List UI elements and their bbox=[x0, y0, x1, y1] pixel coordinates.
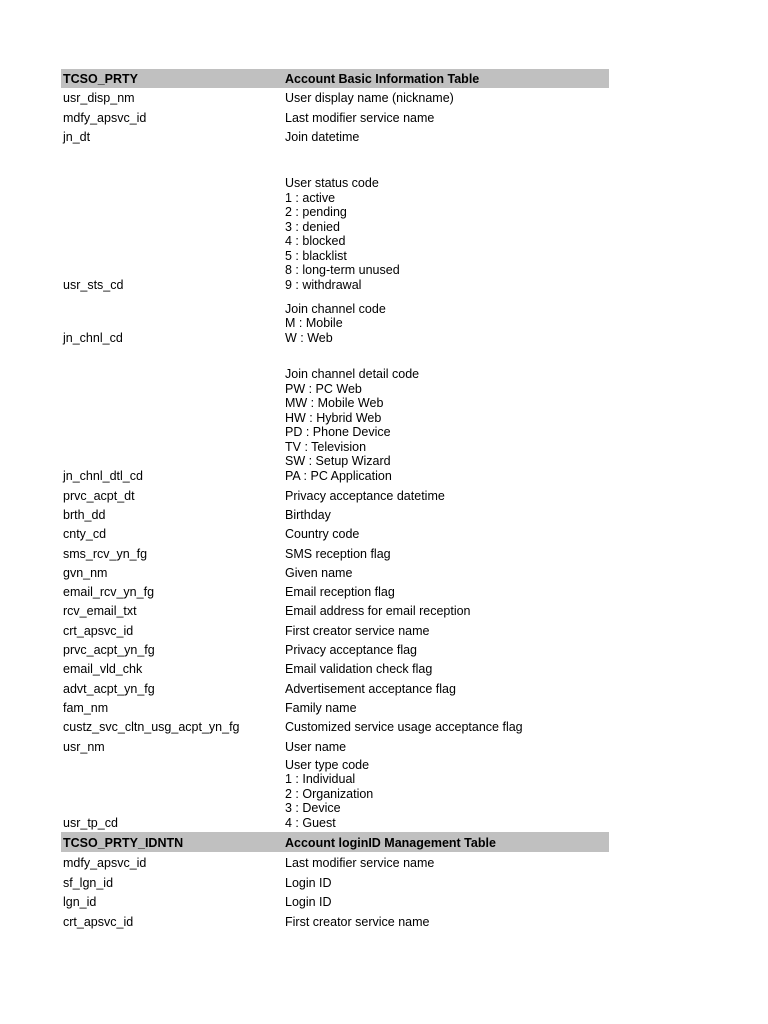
field-name-cell: jn_dt bbox=[63, 129, 91, 144]
description-cell bbox=[285, 758, 609, 833]
description-cell bbox=[285, 130, 609, 147]
description-line: Login ID bbox=[285, 894, 332, 909]
description-line: PW : PC Web bbox=[285, 381, 362, 396]
description-line: Email address for email reception bbox=[285, 603, 471, 618]
description-line: MW : Mobile Web bbox=[285, 396, 384, 410]
table-row bbox=[61, 347, 609, 485]
table-row bbox=[61, 659, 609, 678]
table-row bbox=[61, 563, 609, 582]
description-line: Advertisement acceptance flag bbox=[285, 681, 456, 696]
table-header-row bbox=[61, 832, 609, 852]
description-line: 1 : active bbox=[285, 190, 336, 205]
field-name-cell: mdfy_apsvc_id bbox=[63, 110, 147, 125]
description-line: Last modifier service name bbox=[285, 110, 435, 125]
description-cell bbox=[285, 643, 609, 660]
description-cell bbox=[285, 682, 609, 699]
description-line: Last modifier service name bbox=[285, 855, 435, 870]
description-line: Customized service usage acceptance flag bbox=[285, 719, 523, 734]
description-line: 4 : Guest bbox=[285, 815, 336, 830]
field-name-cell: usr_sts_cd bbox=[63, 277, 124, 292]
description-line: Login ID bbox=[285, 875, 332, 890]
table-row bbox=[61, 543, 609, 563]
description-line: PD : Phone Device bbox=[285, 425, 391, 439]
field-name-cell: jn_chnl_cd bbox=[63, 330, 123, 345]
description-line: 2 : pending bbox=[285, 205, 347, 219]
description-cell bbox=[285, 566, 609, 583]
table-row bbox=[61, 698, 609, 717]
table-row bbox=[61, 717, 609, 736]
table-row bbox=[61, 582, 609, 601]
description-line: 1 : Individual bbox=[285, 772, 356, 786]
description-cell bbox=[285, 367, 609, 485]
field-name-cell: brth_dd bbox=[63, 507, 106, 522]
table-row bbox=[61, 872, 609, 892]
description-line: Country code bbox=[285, 526, 360, 541]
table-row bbox=[61, 852, 609, 872]
table-row bbox=[61, 485, 609, 505]
table-row bbox=[61, 911, 609, 931]
description-cell bbox=[285, 72, 609, 89]
description-cell bbox=[285, 508, 609, 525]
description-line: Account loginID Management Table bbox=[285, 835, 496, 850]
description-line: 3 : Device bbox=[285, 801, 341, 815]
description-line: User type code bbox=[285, 757, 370, 772]
field-name-cell: lgn_id bbox=[63, 894, 97, 909]
field-name-cell: usr_tp_cd bbox=[63, 815, 118, 830]
table-row bbox=[61, 620, 609, 640]
description-cell bbox=[285, 895, 609, 912]
description-cell bbox=[285, 91, 609, 108]
description-cell bbox=[285, 662, 609, 679]
description-line: 5 : blacklist bbox=[285, 248, 347, 263]
field-name-cell: sms_rcv_yn_fg bbox=[63, 546, 148, 561]
field-name-cell: advt_acpt_yn_fg bbox=[63, 681, 155, 696]
description-line: 2 : Organization bbox=[285, 786, 374, 801]
table-row bbox=[61, 107, 609, 127]
field-name-cell: rcv_email_txt bbox=[63, 603, 137, 618]
field-name-cell: email_vld_chk bbox=[63, 661, 143, 676]
description-cell bbox=[285, 740, 609, 757]
description-line: Join datetime bbox=[285, 129, 360, 144]
table-header-row bbox=[61, 69, 609, 88]
description-line: User status code bbox=[285, 176, 379, 190]
field-name-cell: gvn_nm bbox=[63, 565, 108, 580]
spreadsheet-table bbox=[61, 69, 609, 931]
field-name-cell: mdfy_apsvc_id bbox=[63, 855, 147, 870]
field-name-cell: sf_lgn_id bbox=[63, 875, 114, 890]
description-line: TV : Television bbox=[285, 439, 367, 454]
description-cell bbox=[285, 176, 609, 294]
description-line: Birthday bbox=[285, 507, 331, 522]
field-name-cell: crt_apsvc_id bbox=[63, 914, 134, 929]
description-line: M : Mobile bbox=[285, 316, 343, 330]
description-cell bbox=[285, 915, 609, 932]
description-cell bbox=[285, 856, 609, 873]
description-line: First creator service name bbox=[285, 623, 430, 638]
description-line: Privacy acceptance flag bbox=[285, 642, 418, 657]
description-line: Privacy acceptance datetime bbox=[285, 488, 445, 503]
description-line: 8 : long-term unused bbox=[285, 263, 400, 277]
description-cell bbox=[285, 585, 609, 602]
table-row bbox=[61, 146, 609, 294]
description-cell bbox=[285, 624, 609, 641]
field-name-cell: TCSO_PRTY bbox=[63, 71, 139, 86]
field-name-cell: jn_chnl_dtl_cd bbox=[63, 468, 143, 483]
field-name-cell: TCSO_PRTY_IDNTN bbox=[63, 835, 184, 850]
table-row bbox=[61, 756, 609, 832]
table-row bbox=[61, 294, 609, 347]
description-line: User display name (nickname) bbox=[285, 90, 454, 105]
description-cell bbox=[285, 836, 609, 853]
description-line: Given name bbox=[285, 565, 353, 580]
description-line: 3 : denied bbox=[285, 219, 340, 234]
field-name-cell: prvc_acpt_dt bbox=[63, 488, 135, 503]
table-row bbox=[61, 601, 609, 620]
description-cell bbox=[285, 111, 609, 128]
field-name-cell: email_rcv_yn_fg bbox=[63, 584, 155, 599]
table-row bbox=[61, 127, 609, 146]
description-line: User name bbox=[285, 739, 347, 754]
description-cell bbox=[285, 720, 609, 737]
description-cell bbox=[285, 302, 609, 348]
description-cell bbox=[285, 527, 609, 544]
description-line: Account Basic Information Table bbox=[285, 71, 480, 86]
field-name-cell: usr_disp_nm bbox=[63, 90, 135, 105]
description-cell bbox=[285, 701, 609, 718]
description-line: First creator service name bbox=[285, 914, 430, 929]
description-line: W : Web bbox=[285, 330, 333, 345]
description-line: 9 : withdrawal bbox=[285, 277, 362, 292]
description-line: HW : Hybrid Web bbox=[285, 410, 382, 425]
field-name-cell: fam_nm bbox=[63, 700, 109, 715]
table-row bbox=[61, 505, 609, 524]
table-row bbox=[61, 640, 609, 659]
description-cell bbox=[285, 876, 609, 893]
description-cell bbox=[285, 604, 609, 621]
table-row bbox=[61, 892, 609, 911]
description-line: Email validation check flag bbox=[285, 661, 433, 676]
field-name-cell: crt_apsvc_id bbox=[63, 623, 134, 638]
table-row bbox=[61, 736, 609, 756]
table-row bbox=[61, 678, 609, 698]
description-line: SW : Setup Wizard bbox=[285, 454, 391, 468]
description-line: Join channel code bbox=[285, 301, 386, 316]
description-cell bbox=[285, 489, 609, 506]
field-name-cell: usr_nm bbox=[63, 739, 105, 754]
description-line: 4 : blocked bbox=[285, 234, 346, 248]
field-name-cell: prvc_acpt_yn_fg bbox=[63, 642, 155, 657]
description-cell bbox=[285, 547, 609, 564]
field-name-cell: cnty_cd bbox=[63, 526, 107, 541]
description-line: SMS reception flag bbox=[285, 546, 391, 561]
table-row bbox=[61, 88, 609, 107]
field-name-cell: custz_svc_cltn_usg_acpt_yn_fg bbox=[63, 719, 240, 734]
description-line: PA : PC Application bbox=[285, 468, 392, 483]
table-row bbox=[61, 524, 609, 543]
description-line: Join channel detail code bbox=[285, 367, 420, 381]
description-line: Family name bbox=[285, 700, 357, 715]
description-line: Email reception flag bbox=[285, 584, 395, 599]
